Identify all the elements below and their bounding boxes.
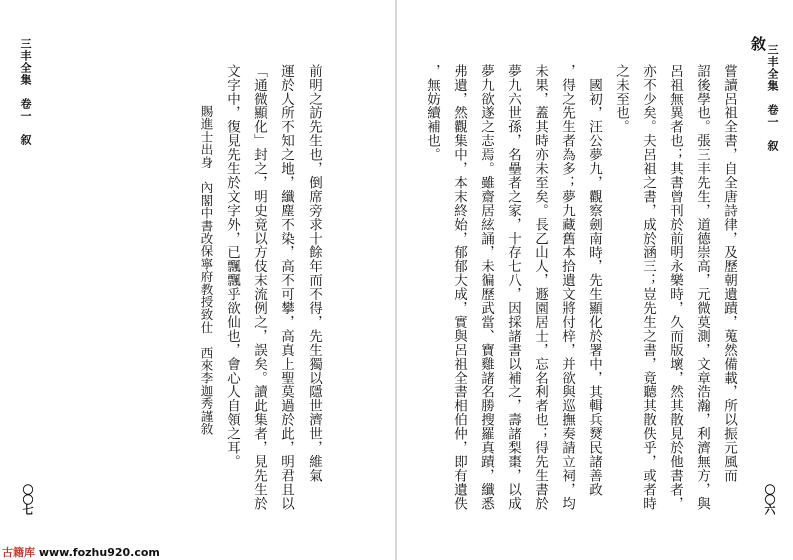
text-column: 文字中，復見先生於文字外，已飄飄乎欲仙也，會心人自領之耳。 <box>224 64 240 469</box>
page-header: 三丰全集 卷一 叙 <box>19 38 32 146</box>
page-number: 〇〇七 <box>21 484 34 514</box>
text-column: 詔後學也。張三丰先生，道德崇高，元微莫測，文章浩瀚，利濟無方，與 <box>694 64 710 511</box>
text-column: 呂祖無異者也；其書曾刊於前明永樂時，久而版壞，然其散見於他書者， <box>667 64 683 511</box>
site-watermark <box>0 546 222 560</box>
signature-line: 賜進士出身 內閣中書改保寧府教授致仕 西來李迦秀謹敘 <box>199 105 214 436</box>
text-column: 「通微顯化」封之，明史竟以方伎末流例之，誤矣。讀此集者，見先生於 <box>251 64 267 511</box>
text-column: 國初，汪公夢九，觀察劍南時，先生顯化於署中，其輯兵燹民諸善政 <box>586 78 602 497</box>
watermark-url: www.fozhu920.com <box>38 546 160 559</box>
page-header: 三丰全集 卷一 叙 <box>766 44 779 152</box>
text-column: 亦不少矣。夫呂祖之書，成於涵三；豈先生之書，竟聽其散佚乎，或者時 <box>640 64 656 511</box>
page-number: 〇〇六 <box>763 484 776 514</box>
text-column: 弗遺，然觀集中，本末終始，郁郁大成，實與呂祖全書相伯仲，即有遺佚 <box>451 64 467 511</box>
text-column: 運於人所不知之地，纖塵不染，高不可攀，高真上聖莫過於此，明君且以 <box>278 64 294 511</box>
preface-title: 敘 <box>749 36 767 51</box>
watermark-prefix: 古籍库 <box>2 546 35 559</box>
text-column: 之未至也。 <box>613 64 629 134</box>
text-column: 夢九欲遂之志焉。雖齋居絃誦，未徧歷武當、寶雞諸名勝搜羅真蹟，纖悉 <box>478 64 494 511</box>
right-page <box>397 0 793 560</box>
text-column: 夢九六世孫，名壘者之家，十存七八，因採諸書以補之，壽諸梨棗，以成 <box>505 64 521 511</box>
left-page <box>0 0 396 560</box>
text-column: 未果，蓋其時亦未至矣。長乙山人，遯園居士，忘名利者也；得先生書於 <box>532 64 548 511</box>
text-column: ，無妨續補也。 <box>424 64 440 162</box>
text-column: 嘗讀呂祖全書，自全唐詩律，及歷朝遺蹟，蒐然備載，所以振元風而 <box>721 64 737 483</box>
text-column: 前明之訪先生也，倒席旁求十餘年而不得，先生獨以隱世濟世，維氣 <box>306 64 322 483</box>
text-column: ，得之先生者為多；夢九藏舊本拾遺文將付梓，并欲與巡撫奏請立祠，均 <box>559 64 575 511</box>
